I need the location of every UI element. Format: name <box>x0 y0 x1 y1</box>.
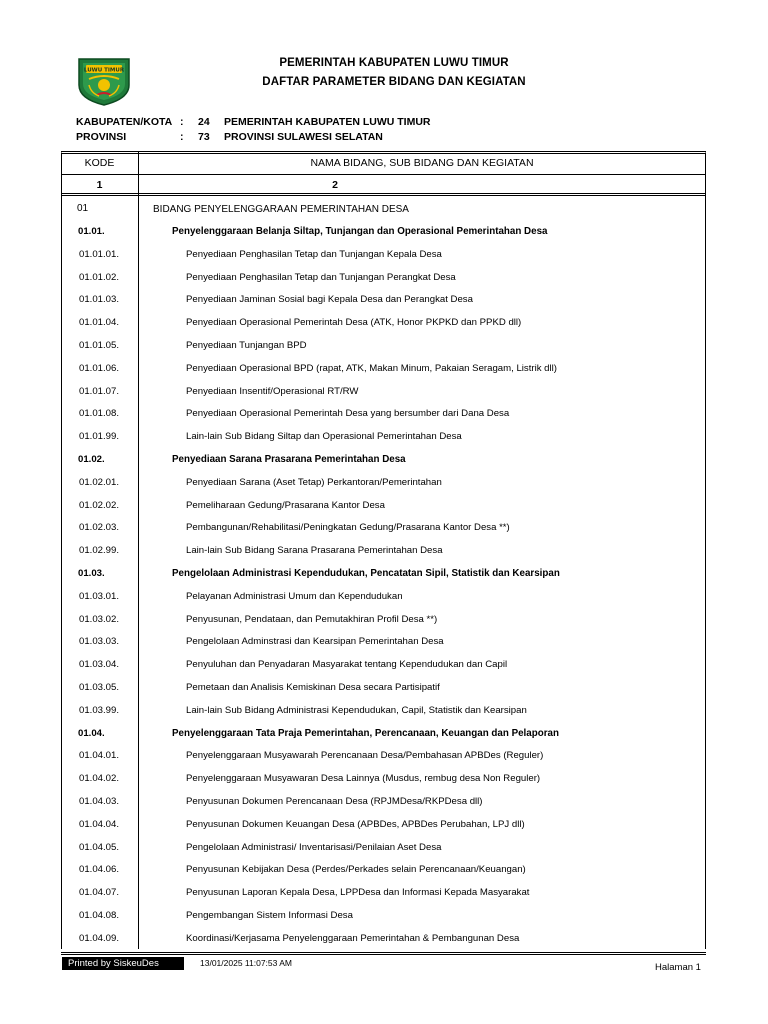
table-row <box>61 198 706 220</box>
row-nama: Penyusunan Kebijakan Desa (Perdes/Perkades selain Perencanaan/Keuangan) <box>186 864 526 876</box>
table-row <box>61 790 706 813</box>
row-kode: 01.04.03. <box>79 795 120 807</box>
table-row <box>61 288 706 311</box>
row-kode: 01.01.01. <box>79 248 120 260</box>
table-row <box>61 357 706 380</box>
table-row <box>61 653 706 676</box>
row-kode: 01.01.02. <box>79 271 120 283</box>
row-nama: Penyediaan Sarana (Aset Tetap) Perkantoran/Pemerintahan <box>186 476 442 488</box>
table-row <box>61 767 706 790</box>
table-row <box>61 539 706 562</box>
row-nama: Penyuluhan dan Penyadaran Masyarakat tentang Kependudukan dan Capil <box>186 659 508 671</box>
row-nama: Penyediaan Insentif/Operasional RT/RW <box>186 385 359 397</box>
table-row <box>61 836 706 859</box>
table-body <box>61 198 706 950</box>
row-nama: Penyusunan Dokumen Keuangan Desa (APBDes, APBDes Perubahan, LPJ dll) <box>186 818 525 830</box>
table-row <box>61 927 706 950</box>
header-bottom-divider <box>61 193 706 196</box>
row-kode: 01.02.02. <box>79 499 120 511</box>
table-row <box>61 699 706 722</box>
table-row <box>61 425 706 448</box>
header-divider <box>61 174 706 175</box>
table-row <box>61 220 706 243</box>
table-row <box>61 608 706 631</box>
row-nama: Penyelenggaraan Belanja Siltap, Tunjangan dan Operasional Pemerintahan Desa <box>172 226 548 237</box>
table-bottom-border <box>61 952 706 955</box>
row-nama: Pengelolaan Administrasi/ Inventarisasi/Penilaian Aset Desa <box>186 841 442 853</box>
logo-text: LUWU TIMUR <box>83 67 125 74</box>
report-title-line1: PEMERINTAH KABUPATEN LUWU TIMUR <box>279 57 509 69</box>
table-row <box>61 334 706 357</box>
row-nama: Penyusunan Dokumen Perencanaan Desa (RPJMDesa/RKPDesa dll) <box>186 795 483 807</box>
column-number-1: 1 <box>96 179 103 191</box>
row-kode: 01.01.99. <box>79 431 120 443</box>
row-nama: Penyediaan Tunjangan BPD <box>186 339 307 351</box>
row-nama: Pelayanan Administrasi Umum dan Kependudukan <box>186 590 403 602</box>
row-nama: Lain-lain Sub Bidang Sarana Prasarana Pemerintahan Desa <box>186 545 443 557</box>
table-row <box>61 266 706 289</box>
table-row <box>61 562 706 585</box>
row-kode: 01.03.02. <box>79 613 120 625</box>
row-nama: Penyediaan Penghasilan Tetap dan Tunjangan Perangkat Desa <box>186 271 456 283</box>
table-row <box>61 494 706 517</box>
column-number-2: 2 <box>332 179 338 191</box>
row-nama: Pengelolaan Administrasi Kependudukan, Pencatatan Sipil, Statistik dan Kearsipan <box>172 567 560 579</box>
row-kode: 01.02.03. <box>79 522 120 534</box>
row-nama: Penyusunan Laporan Kepala Desa, LPPDesa dan Informasi Kepada Masyarakat <box>186 887 530 899</box>
row-nama: Pembangunan/Rehabilitasi/Peningkatan Gedung/Prasarana Kantor Desa **) <box>186 522 510 534</box>
row-kode: 01.04.04. <box>79 818 120 830</box>
row-nama: Penyediaan Penghasilan Tetap dan Tunjangan Kepala Desa <box>186 248 442 260</box>
row-kode: 01.03.01. <box>79 590 120 602</box>
table-row <box>61 904 706 927</box>
meta-provinsi-label: PROVINSI <box>76 131 127 143</box>
print-timestamp: 13/01/2025 11:07:53 AM <box>200 958 293 968</box>
table-row <box>61 722 706 745</box>
row-nama: Penyediaan Jaminan Sosial bagi Kepala Desa dan Perangkat Desa <box>186 294 473 306</box>
row-kode: 01.04.01. <box>79 750 120 762</box>
row-kode: 01.04.08. <box>79 909 120 921</box>
row-nama: Pemetaan dan Analisis Kemiskinan Desa secara Partisipatif <box>186 681 440 693</box>
page-number: Halaman 1 <box>655 962 701 973</box>
row-nama: Koordinasi/Kerjasama Penyelenggaraan Pemerintahan & Pembangunan Desa <box>186 932 520 944</box>
row-kode: 01.01.05. <box>79 339 120 351</box>
meta-provinsi-colon: : <box>180 131 184 143</box>
row-kode: 01.04.06. <box>79 864 120 876</box>
row-kode: 01.01.06. <box>79 362 120 374</box>
row-nama: BIDANG PENYELENGGARAAN PEMERINTAHAN DESA <box>153 204 409 215</box>
table-row <box>61 881 706 904</box>
meta-kabupaten-colon: : <box>180 116 184 128</box>
table-row <box>61 380 706 403</box>
row-kode: 01.04.07. <box>79 887 120 899</box>
table-row <box>61 858 706 881</box>
meta-kabupaten-label: KABUPATEN/KOTA <box>76 116 173 128</box>
row-nama: Penyusunan, Pendataan, dan Pemutakhiran Profil Desa **) <box>186 613 438 625</box>
row-nama: Lain-lain Sub Bidang Siltap dan Operasional Pemerintahan Desa <box>186 431 462 443</box>
row-nama: Penyediaan Operasional BPD (rapat, ATK, Makan Minum, Pakaian Seragam, Listrik dll) <box>186 362 557 374</box>
table-row <box>61 516 706 539</box>
row-kode: 01.03. <box>78 567 105 579</box>
row-kode: 01.01.08. <box>79 408 120 420</box>
row-kode: 01.01.03. <box>79 294 120 306</box>
table-row <box>61 243 706 266</box>
column-header-kode: KODE <box>84 157 115 169</box>
table-row <box>61 630 706 653</box>
row-kode: 01.03.05. <box>79 681 120 693</box>
table-row <box>61 311 706 334</box>
table-row <box>61 744 706 767</box>
column-header-nama: NAMA BIDANG, SUB BIDANG DAN KEGIATAN <box>310 157 534 169</box>
table-row <box>61 448 706 471</box>
meta-kabupaten-code: 24 <box>198 116 210 128</box>
row-kode: 01.01.04. <box>79 317 120 329</box>
row-nama: Penyelenggaraan Musyawarah Perencanaan Desa/Pembahasan APBDes (Reguler) <box>186 750 544 762</box>
row-kode: 01.03.03. <box>79 636 120 648</box>
table-row <box>61 585 706 608</box>
row-nama: Penyediaan Operasional Pemerintah Desa (ATK, Honor PKPKD dan PPKD dll) <box>186 317 522 329</box>
row-kode: 01.03.04. <box>79 659 120 671</box>
row-kode: 01.04.05. <box>79 841 120 853</box>
row-kode: 01.03.99. <box>79 704 120 716</box>
row-kode: 01.02.01. <box>79 476 120 488</box>
row-kode: 01.01.07. <box>79 385 120 397</box>
table-row <box>61 471 706 494</box>
printed-by-badge: Printed by SiskeuDes <box>62 957 184 970</box>
meta-provinsi-code: 73 <box>198 131 210 143</box>
row-nama: Pengembangan Sistem Informasi Desa <box>186 909 353 921</box>
table-row <box>61 402 706 425</box>
table-row <box>61 676 706 699</box>
row-kode: 01.04.09. <box>79 932 120 944</box>
table-row <box>61 813 706 836</box>
row-nama: Penyediaan Operasional Pemerintah Desa yang bersumber dari Dana Desa <box>186 408 510 420</box>
row-kode: 01.04. <box>78 727 105 739</box>
row-kode: 01.04.02. <box>79 773 120 785</box>
row-kode: 01 <box>77 203 89 214</box>
report-title-line2: DAFTAR PARAMETER BIDANG DAN KEGIATAN <box>262 76 526 88</box>
row-nama: Pengelolaan Adminstrasi dan Kearsipan Pemerintahan Desa <box>186 636 444 648</box>
row-nama: Penyelenggaraan Tata Praja Pemerintahan, Perencanaan, Keuangan dan Pelaporan <box>172 727 559 739</box>
row-nama: Penyelenggaraan Musyawaran Desa Lainnya (Musdus, rembug desa Non Reguler) <box>186 773 541 785</box>
row-kode: 01.01. <box>78 226 105 237</box>
meta-kabupaten-name: PEMERINTAH KABUPATEN LUWU TIMUR <box>224 116 431 128</box>
row-nama: Lain-lain Sub Bidang Administrasi Kependudukan, Capil, Statistik dan Kearsipan <box>186 704 527 716</box>
meta-provinsi-name: PROVINSI SULAWESI SELATAN <box>224 131 383 143</box>
row-nama: Pemeliharaan Gedung/Prasarana Kantor Desa <box>186 499 385 511</box>
row-nama: Penyediaan Sarana Prasarana Pemerintahan Desa <box>172 453 406 465</box>
row-kode: 01.02. <box>78 453 105 465</box>
row-kode: 01.02.99. <box>79 545 120 557</box>
